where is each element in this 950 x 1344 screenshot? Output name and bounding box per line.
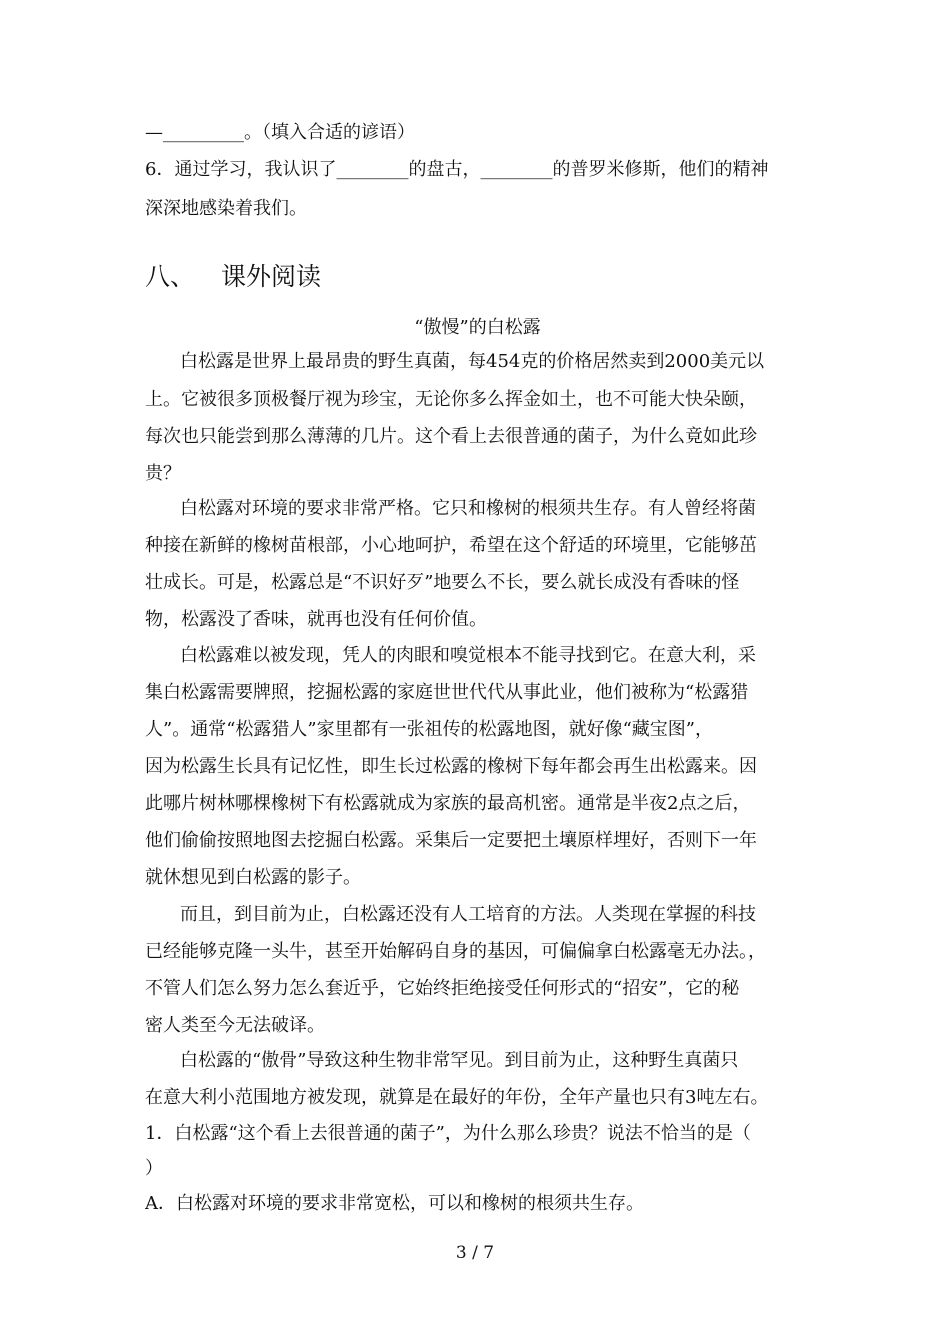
article-title: “傲慢”的白松露 xyxy=(414,317,541,338)
article-line: 人”。通常“松露猎人”家里都有一张祖传的松露地图，就好像“藏宝图”， xyxy=(145,719,714,740)
question-6-line-1: 6．通过学习，我认识了________的盘古，________的普罗米修斯，他们的精神 xyxy=(145,159,769,180)
article-line: 不管人们怎么努力怎么套近乎，它始终拒绝接受任何形式的“招安”，它的秘 xyxy=(145,978,740,999)
article-line: 贵？ xyxy=(145,463,181,484)
article-line: 而且，到目前为止，白松露还没有人工培育的方法。人类现在掌握的科技 xyxy=(180,904,756,925)
article-line: 此哪片树林哪棵橡树下有松露就成为家族的最高机密。通常是半夜2点之后， xyxy=(145,793,751,814)
page-number: 3 / 7 xyxy=(455,1243,495,1263)
article-line: 种接在新鲜的橡树苗根部，小心地呵护，希望在这个舒适的环境里，它能够茁 xyxy=(145,535,757,556)
section-title: 课外阅读 xyxy=(221,262,322,291)
article-line: 白松露的“傲骨”导致这种生物非常罕见。到目前为止，这种野生真菌只 xyxy=(180,1050,739,1071)
question-1-line-1: 1．白松露“这个看上去很普通的菌子”，为什么那么珍贵？说法不恰当的是（ xyxy=(145,1123,751,1144)
article-line: 他们偷偷按照地图去挖掘白松露。采集后一定要把土壤原样埋好，否则下一年 xyxy=(145,830,757,851)
article-line: 壮成长。可是，松露总是“不识好歹”地要么不长，要么就长成没有香味的怪 xyxy=(145,572,740,593)
article-line: 就休想见到白松露的影子。 xyxy=(145,867,361,888)
article-line: 在意大利小范围地方被发现，就算是在最好的年份，全年产量也只有3吨左右。 xyxy=(145,1087,769,1108)
question-1-line-2: ） xyxy=(145,1158,163,1179)
section-heading xyxy=(145,260,321,294)
article-line: 上。它被很多顶极餐厅视为珍宝，无论你多么挥金如土，也不可能大快朵颐， xyxy=(145,389,757,410)
question-1-option-a: A．白松露对环境的要求非常宽松，可以和橡树的根须共生存。 xyxy=(145,1193,644,1214)
article-line: 已经能够克隆一头牛，甚至开始解码自身的基因，可偏偏拿白松露毫无办法。， xyxy=(145,941,766,962)
fill-blank-proverb-line: —_________。（填入合适的谚语） xyxy=(145,122,415,143)
article-line: 每次也只能尝到那么薄薄的几片。这个看上去很普通的菌子，为什么竟如此珍 xyxy=(145,426,757,447)
article-line: 白松露对环境的要求非常严格。它只和橡树的根须共生存。有人曾经将菌 xyxy=(180,498,756,519)
article-line: 集白松露需要牌照，挖掘松露的家庭世世代代从事此业，他们被称为“松露猎 xyxy=(145,682,749,703)
section-number: 八、 xyxy=(145,262,196,291)
question-6-line-2: 深深地感染着我们。 xyxy=(145,198,307,219)
article-line: 因为松露生长具有记忆性，即生长过松露的橡树下每年都会再生出松露来。因 xyxy=(145,756,757,777)
article-line: 物，松露没了香味，就再也没有任何价值。 xyxy=(145,609,487,630)
article-line: 密人类至今无法破译。 xyxy=(145,1015,325,1036)
article-line: 白松露难以被发现，凭人的肉眼和嗅觉根本不能寻找到它。在意大利，采 xyxy=(180,645,756,666)
article-line: 白松露是世界上最昂贵的野生真菌，每454克的价格居然卖到2000美元以 xyxy=(180,351,765,372)
